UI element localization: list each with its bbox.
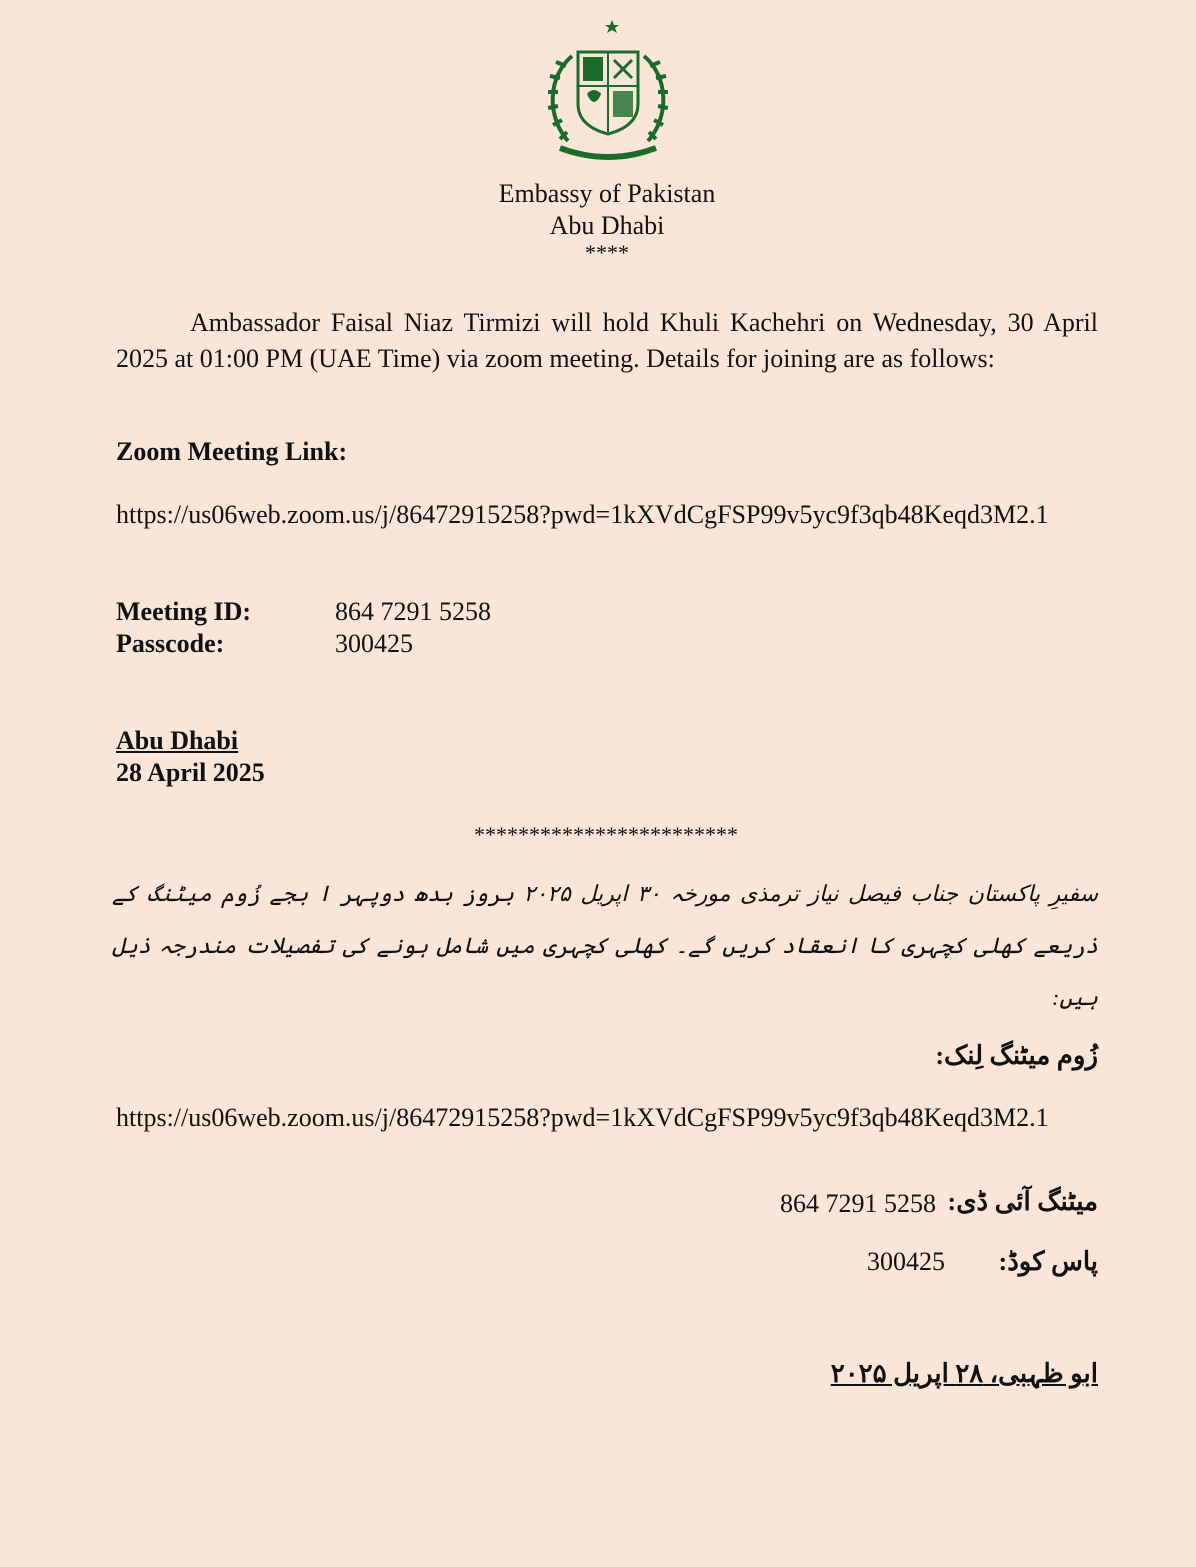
- meeting-id-label: Meeting ID:: [116, 597, 252, 626]
- urdu-zoom-link[interactable]: https://us06web.zoom.us/j/86472915258?pwd=1kXVdCgFSP99v5yc9f3qb48Keqd3M2.1: [116, 1103, 1049, 1132]
- state-emblem-icon: [538, 16, 678, 166]
- date: 28 April 2025: [116, 758, 265, 787]
- meeting-id-value: 864 7291 5258: [335, 597, 491, 626]
- embassy-name: Embassy of Pakistan: [498, 179, 716, 208]
- urdu-passcode-value: 300425: [867, 1247, 945, 1276]
- zoom-link[interactable]: https://us06web.zoom.us/j/86472915258?pwd=1kXVdCgFSP99v5yc9f3qb48Keqd3M2.1: [116, 500, 1049, 529]
- urdu-meeting-id-value: 864 7291 5258: [780, 1189, 936, 1218]
- urdu-passcode-label: پاس کوڈ:: [998, 1247, 1098, 1276]
- urdu-link-label: زُوم میٹنگ لِنک:: [935, 1041, 1098, 1070]
- urdu-place-date: ابو ظہبی، ۲۸ اپریل ۲۰۲۵: [830, 1359, 1098, 1388]
- urdu-meeting-id-label: میٹنگ آئی ڈی:: [947, 1187, 1098, 1216]
- embassy-city: Abu Dhabi: [549, 211, 665, 240]
- header-stars: ****: [585, 240, 629, 265]
- passcode-label: Passcode:: [116, 629, 225, 658]
- intro-paragraph: Ambassador Faisal Niaz Tirmizi will hold Khuli Kachehri on Wednesday, 30 April 2025 at 01:00 PM (UAE Time) via zoom meeting. Details for joining are as follows:: [116, 308, 1098, 373]
- place: Abu Dhabi: [116, 726, 239, 755]
- urdu-paragraph: سفیرِ پاکستان جناب فیصل نیاز ترمذی مورخہ ۳۰ اپریل ۲۰۲۵ بروز بدھ دوپہر ا بجے زُوم میٹنگ کے ذریعے کھلی کچہری کا انعقاد کریں گے۔ کھلی کچہری میں شامل ہونے کی تفصیلات مندرجہ ذیل ہیں:: [112, 881, 1099, 1010]
- passcode-value: 300425: [335, 629, 413, 658]
- zoom-link-label: Zoom Meeting Link:: [116, 437, 348, 466]
- separator: ************************: [474, 822, 738, 847]
